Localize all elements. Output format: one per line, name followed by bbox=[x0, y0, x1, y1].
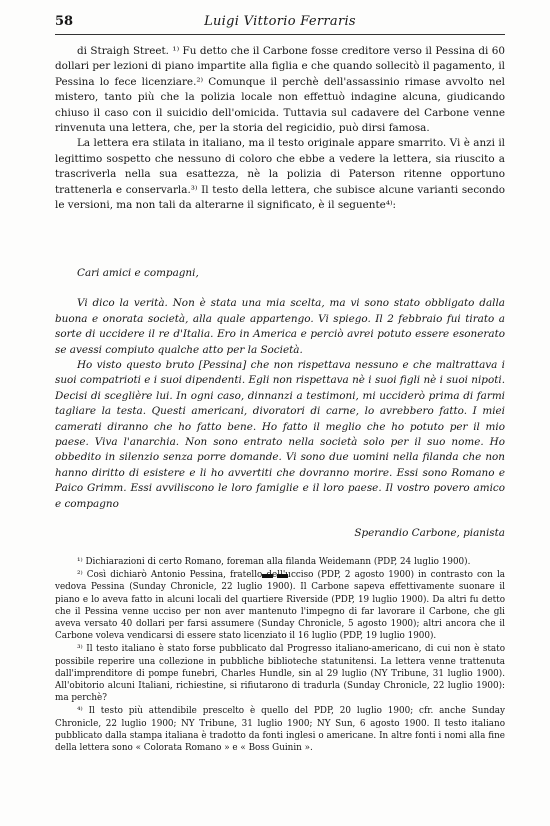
footnote: ²⁾ Così dichiarò Antonio Pessina, fratello dell'ucciso (PDP, 2 agosto 1900) in contrasto con la vedova Pessina (Sunday Chronicle, 22 luglio 1900). Il Carbone sapeva effettivamente suonare il piano e lo aveva fatto in alcuni locali del quartiere Riverside (PDP, 19 luglio 1900). Da altri fu detto che il Pessina venne ucciso per non aver mantenuto l'impegno di far lavorare il Carbone, che gli aveva versato 40 dollari per farsi assumere (Sunday Chronicle, 5 agosto 1900); altri ancora che il Carbone voleva vendicarsi di essere stato licenziato il 16 luglio (PDP, 19 luglio 1900). bbox=[55, 570, 505, 642]
running-head: Luigi Vittorio Ferraris bbox=[204, 14, 356, 29]
letter-paragraph: Vi dico la verità. Non è stata una mia scelta, ma vi sono stato obbligato dalla buona e onorata società, alla quale appartengo. Vi spiego. Il 2 febbraio fui tirato a sorte di uccidere il re d'Italia. Ero in America e perciò avrei potuto essere esonerato se avessi compiuto qualche atto per la Società. bbox=[55, 297, 505, 356]
body-paragraph: di Straigh Street. ¹⁾ Fu detto che il Carbone fosse creditore verso il Pessina di 60 dollari per lezioni di piano impartite alla figlia e che quando sollecitò il pagamento, il Pessina lo fece licenziare.²⁾ Comunque il perchè dell'assassinio rimase avvolto nel mistero, tanto più che la polizia locale non effettuò indagine alcuna, giudicando chiuso il caso con il suicidio dell'omicida. Tuttavia sul cadavere del Carbone venne rinvenuta una lettera, che, per la storia del regicidio, può dirsi famosa. bbox=[55, 45, 505, 135]
body-text bbox=[55, 44, 505, 213]
letter-paragraph: Ho visto questo bruto [Pessina] che non rispettava nessuno e che maltrattava i suoi compatrioti e i suoi dipendenti. Egli non rispettava nè i suoi figli nè i suoi nipoti. Decisi di sceglière lui. In ogni caso, dinnanzi a testimoni, mi ucciderò prima di farmi tagliare la testa. Questi americani, divoratori di carne, lo avrebbero fatto. I miei camerati diranno che ho fatto bene. Ho fatto il meglio che ho potuto per il mio paese. Viva l'anarchia. Non sono entrato nella società solo per il suo nome. Ho obbedito in silenzio senza porre domande. Vi sono due uomini nella filanda che non hanno diritto di esistere e li ho avvertiti che dovranno morire. Essi sono Romano e Paico Grimm. Essi avviliscono le loro famiglie e il loro paese. Il vostro povero amico e compagno bbox=[55, 359, 505, 510]
footnote: ⁴⁾ Il testo più attendibile prescelto è quello del PDP, 20 luglio 1900; cfr. anche Sunday Chronicle, 22 luglio 1900; NY Tribune, 31 luglio 1900; NY Sun, 6 agosto 1900. Il testo italiano pubblicato dalla stampa italiana è tradotto da fonti inglesi o americane. In altre fonti i nomi alla fine della lettera sono « Colorata Romano » e « Boss Guinin ». bbox=[55, 706, 505, 754]
body-paragraph: La lettera era stilata in italiano, ma il testo originale appare smarrito. Vi è anzi il legittimo sospetto che nessuno di coloro che ebbe a vedere la lettera, sia riuscito a trascriverla nella sua esattezza, nè la polizia di Paterson ritenne opportuno trattenerla e conservarla.³⁾ Il testo della lettera, che subisce alcune varianti secondo le versioni, ma non tali da alterarne il significato, è il seguente⁴⁾: bbox=[55, 137, 505, 212]
letter-signature: Sperandio Carbone, pianista bbox=[354, 527, 505, 540]
letter-salutation: Cari amici e compagni, bbox=[77, 267, 199, 279]
page-number: 58 bbox=[55, 14, 74, 29]
footnote: ¹⁾ Dichiarazioni di certo Romano, foreman alla filanda Weidemann (PDP, 24 luglio 1900). bbox=[77, 557, 471, 567]
footnote: ³⁾ Il testo italiano è stato forse pubblicato dal Progresso italiano-americano, di cui non è stato possibile reperire una collezione in pubbliche biblioteche statunitensi. La lettera venne trattenuta dall'imprenditore di pompe funebri, Charles Hundle, sin al 29 luglio (NY Tribune, 31 luglio 1900). All'obitorio alcuni Italiani, richiestine, si rifiutarono di tradurla (Sunday Chronicle, 22 luglio 1900): ma perchè? bbox=[55, 644, 505, 704]
page-header bbox=[55, 14, 505, 35]
quoted-letter bbox=[55, 266, 505, 542]
footnotes bbox=[55, 556, 505, 755]
